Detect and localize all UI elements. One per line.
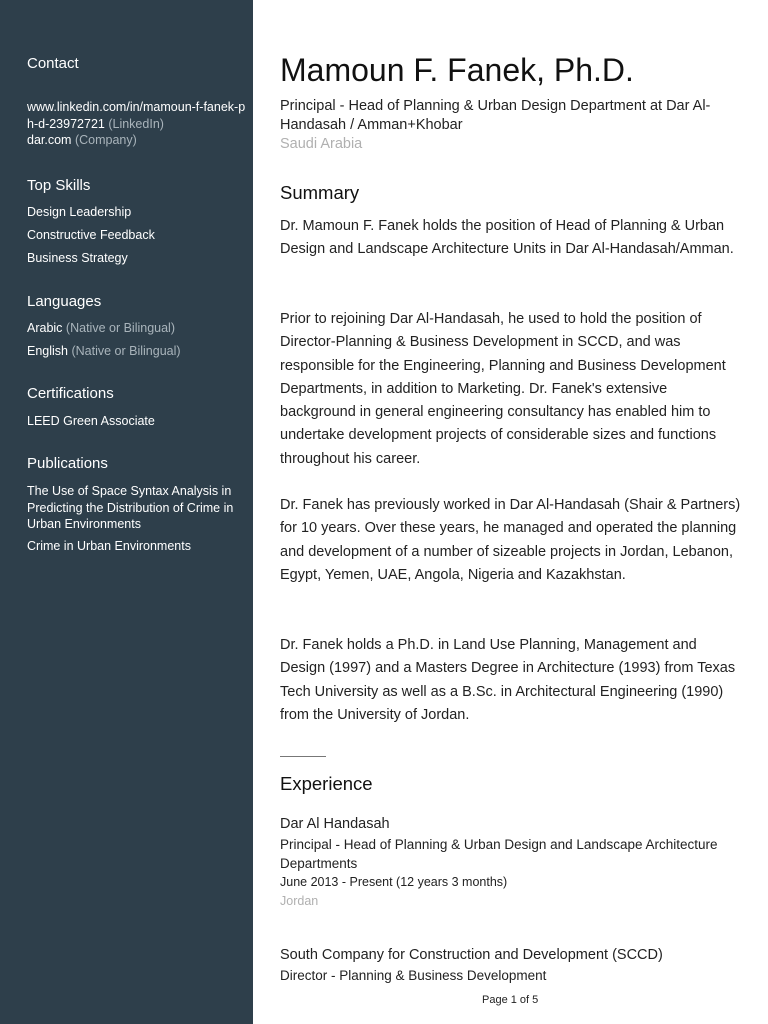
experience-title: Experience <box>280 773 373 794</box>
contact-heading: Contact <box>27 55 79 72</box>
sidebar <box>0 0 253 1024</box>
certification-item: LEED Green Associate <box>27 414 155 428</box>
language-item <box>27 320 249 337</box>
profile-name: Mamoun F. Fanek, Ph.D. <box>280 52 634 88</box>
experience-role: Principal - Head of Planning & Urban Design and Landscape Architecture Departments <box>280 837 718 871</box>
certifications-heading: Certifications <box>27 385 114 402</box>
experience-company: Dar Al Handasah <box>280 816 390 832</box>
experience-dates: June 2013 - Present (12 years 3 months) <box>280 875 508 889</box>
language-level: (Native or Bilingual) <box>65 321 175 335</box>
publications-heading: Publications <box>27 455 108 472</box>
language-name: Arabic <box>27 321 63 335</box>
linkedin-note: (LinkedIn) <box>108 116 164 131</box>
summary-paragraph: Dr. Fanek holds a Ph.D. in Land Use Planning, Management and Design (1997) and a Masters Degree in Architecture (1993) from Texas Tech University as well as a B.Sc. in Architectural Engineering (1990) from the University of Jordan. <box>280 637 736 723</box>
profile-location: Saudi Arabia <box>280 136 363 152</box>
publication-item: The Use of Space Syntax Analysis in Predicting the Distribution of Crime in Urban Environments <box>27 484 234 531</box>
contact-block <box>27 99 249 149</box>
experience-company: South Company for Construction and Development (SCCD) <box>280 947 663 963</box>
linkedin-link[interactable]: www.linkedin.com/in/mamoun-f-fanek-ph-d-23972721 <box>27 100 246 131</box>
experience-role: Director - Planning & Business Development <box>280 968 547 983</box>
skills-heading: Top Skills <box>27 177 91 194</box>
section-divider <box>280 756 326 757</box>
publication-item: Crime in Urban Environments <box>27 539 191 553</box>
company-link[interactable]: dar.com <box>27 133 72 147</box>
language-level: (Native or Bilingual) <box>71 344 181 358</box>
language-item <box>27 343 249 360</box>
page-number: Page 1 of 5 <box>482 994 539 1006</box>
skill-item: Constructive Feedback <box>27 228 155 242</box>
summary-paragraph: Dr. Fanek has previously worked in Dar Al-Handasah (Shair & Partners) for 10 years. Over these years, he managed and operated the planning and development of a number of sizeable projects in Jordan, Lebanon, Egypt, Yemen, UAE, Angola, Nigeria and Kazakhstan. <box>280 497 741 583</box>
summary-paragraph: Prior to rejoining Dar Al-Handasah, he used to hold the position of Director-Planning & Business Development in SCCD, and was responsible for the Engineering, Planning and Business Development Departments, in addition to Marketing. Dr. Fanek's extensive background in general engineering consultancy has enabled him to undertake development projects of considerable sizes and functions throughout his career. <box>280 311 726 467</box>
profile-headline: Principal - Head of Planning & Urban Design Department at Dar Al-Handasah / Amman+Khobar <box>280 98 711 133</box>
summary-paragraph: Dr. Mamoun F. Fanek holds the position of Head of Planning & Urban Design and Landscape Architecture Units in Dar Al-Handasah/Amman. <box>280 218 734 258</box>
experience-location: Jordan <box>280 894 319 908</box>
skill-item: Business Strategy <box>27 251 128 265</box>
skill-item: Design Leadership <box>27 205 132 219</box>
languages-heading: Languages <box>27 293 102 310</box>
company-note: (Company) <box>74 133 137 147</box>
language-name: English <box>27 344 68 358</box>
summary-title: Summary <box>280 182 360 203</box>
